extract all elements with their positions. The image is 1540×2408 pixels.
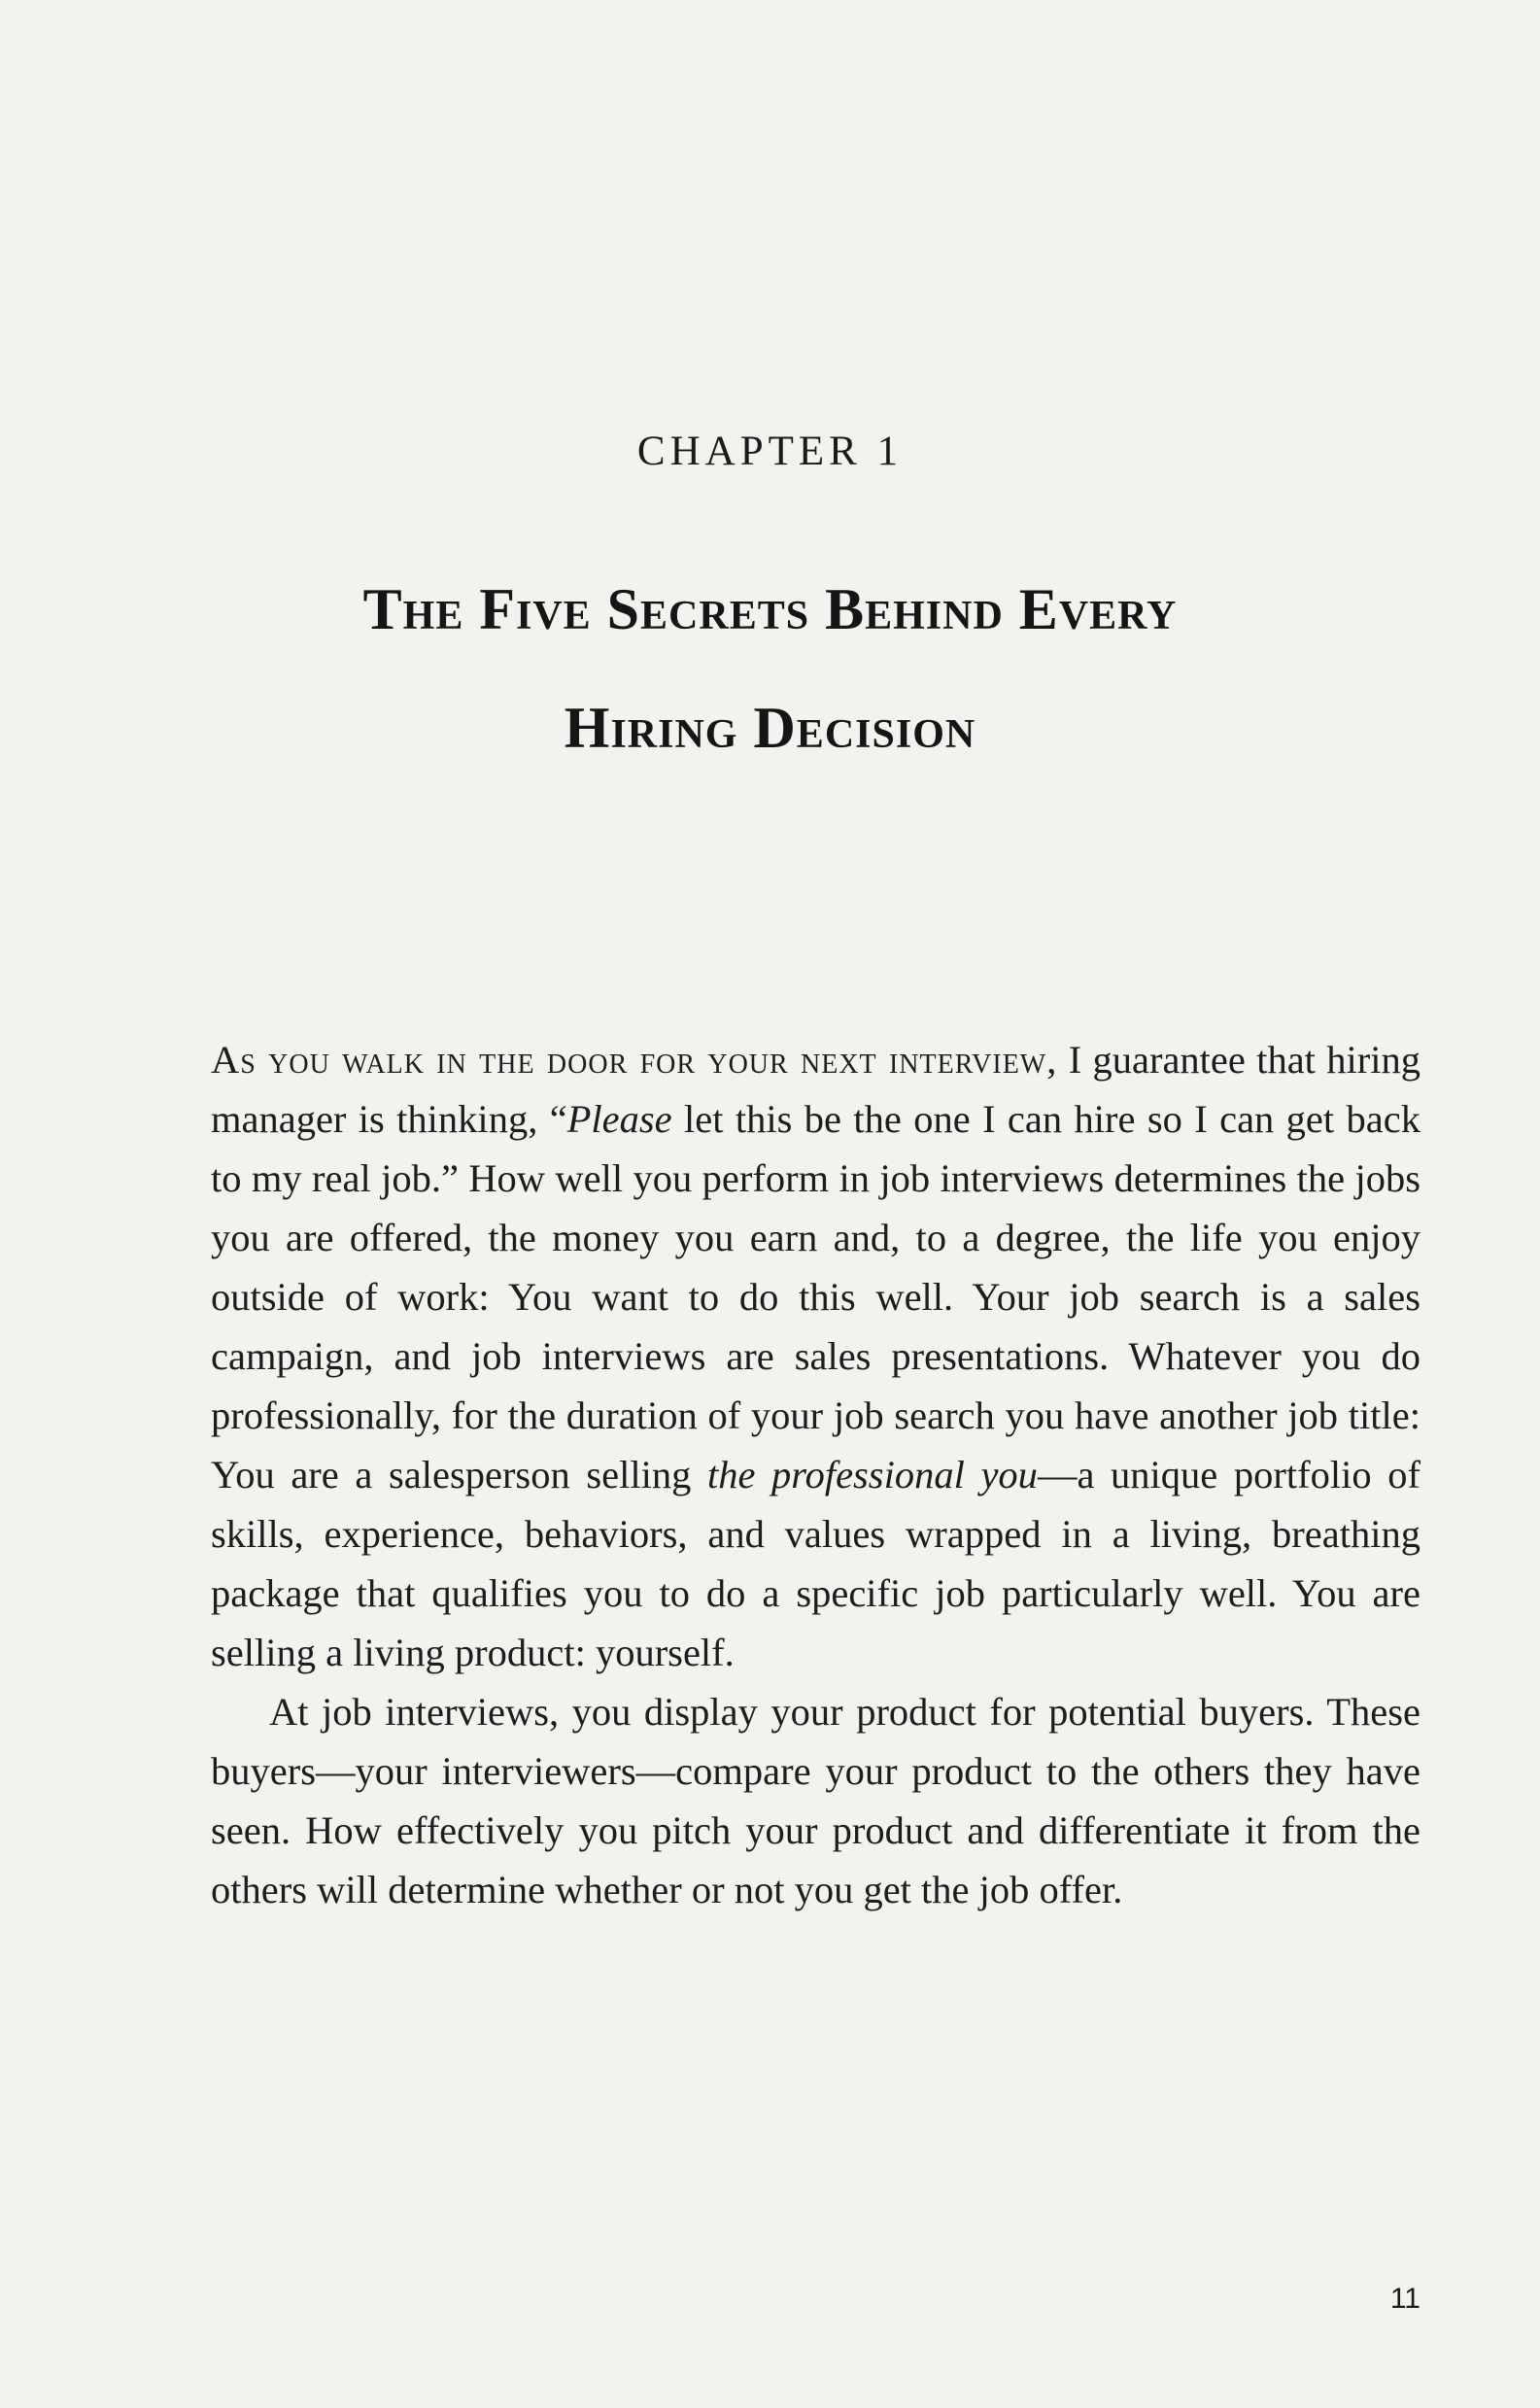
paragraph-1-text-b: let this be the one I can hire so I can get back to my real job.” How well you perform in job interviews determines the jobs you are offered, the money you earn and, to a degree, the life you enjoy outside of work: You want to do this well. Your job search is a sales campaign, and job interviews are sales presentations. Whatever you do professionally, for the duration of your job search you have another job title: You are a salesperson selling bbox=[211, 1097, 1420, 1496]
lead-in-text: As you walk in the door for your next interview, bbox=[211, 1038, 1058, 1082]
chapter-title bbox=[0, 550, 1540, 787]
body-text bbox=[211, 1030, 1420, 1919]
chapter-label: CHAPTER 1 bbox=[636, 429, 904, 474]
paragraph-1-text-c: —a unique portfolio of skills, experience, behaviors, and values wrapped in a living, breathing package that qualifies you to do a specific job particularly well. You are selling a living product: yourself. bbox=[211, 1453, 1420, 1674]
chapter-title-line-2: Hiring Decision bbox=[564, 696, 976, 760]
chapter-title-line-1: The Five Secrets Behind Every bbox=[362, 577, 1178, 641]
paragraph-2: At job interviews, you display your product for potential buyers. These buyers—your interviewers—compare your product to the others they have seen. How effectively you pitch your product and differentiate it from the others will determine whether or not you get the job offer. bbox=[211, 1690, 1420, 1911]
emphasis-professional-you: the professional you bbox=[706, 1453, 1038, 1496]
page-number: 11 bbox=[1389, 2283, 1420, 2315]
emphasis-please: Please bbox=[566, 1097, 672, 1141]
paragraph-1 bbox=[211, 1030, 1420, 1682]
paragraph-1-text-a: I guarantee that hiring manager is thinking, “ bbox=[211, 1038, 1420, 1141]
